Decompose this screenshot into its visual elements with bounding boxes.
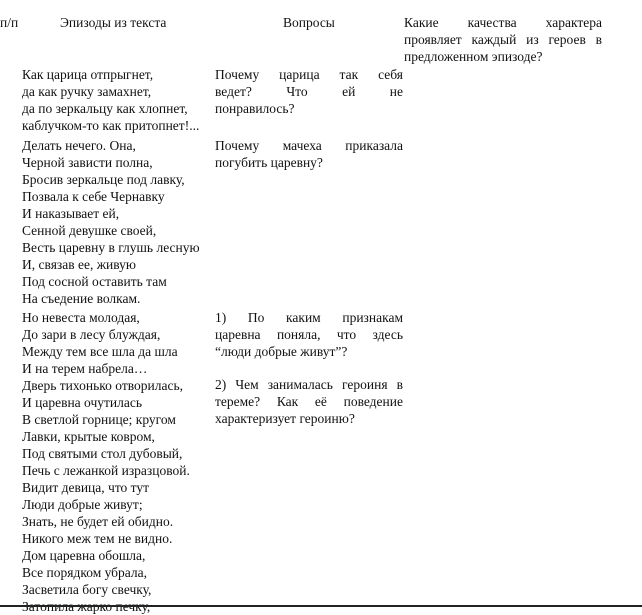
verse-line: Знать, не будет ей обидно. — [22, 514, 174, 529]
episode-2 — [22, 137, 200, 307]
verse-line: Никого меж тем не видно. — [22, 531, 173, 546]
question-2 — [215, 137, 403, 171]
header-qualities — [404, 14, 602, 65]
verse-line: Все порядком убрала, — [22, 565, 148, 580]
verse-line: Позвала к себе Чернавку — [22, 189, 165, 204]
verse-line: Видит девица, что тут — [22, 480, 150, 495]
episode-3 — [22, 309, 190, 615]
header-number: п/п — [0, 15, 19, 30]
question-line: “люди добрые живут”? — [215, 344, 348, 359]
verse-line: На съедение волкам. — [22, 291, 141, 306]
verse-line: Между тем все шла да шла — [22, 344, 178, 359]
verse-line: И наказывает ей, — [22, 206, 120, 221]
verse-line: Дом царевна обошла, — [22, 548, 146, 563]
verse-line: Люди добрые живут; — [22, 497, 143, 512]
verse-line: До зари в лесу блуждая, — [22, 327, 161, 342]
verse-line: И, связав ее, живую — [22, 257, 137, 272]
header-episodes: Эпизоды из текста — [60, 15, 167, 30]
verse-line: каблучком-то как притопнет!... — [22, 118, 200, 133]
question-line: Почему царица так себя — [215, 67, 403, 82]
question-line: 1) По каким признакам — [215, 310, 403, 325]
question-line: погубить царевну? — [215, 155, 323, 170]
verse-line: Как царица отпрыгнет, — [22, 67, 154, 82]
verse-line: И царевна очутилась — [22, 395, 142, 410]
verse-line: В светлой горнице; кругом — [22, 412, 176, 427]
verse-line: Весть царевну в глушь лесную — [22, 240, 200, 255]
verse-line: Под святыми стол дубовый, — [22, 446, 183, 461]
question-line: царевна поняла, что здесь — [215, 327, 403, 342]
verse-line: Бросив зеркальце под лавку, — [22, 172, 185, 187]
question-line: ведет? Что ей не — [215, 84, 403, 99]
question-3-part-2 — [215, 376, 403, 427]
question-line: тереме? Как её поведение — [215, 394, 403, 409]
verse-line: Сенной девушке своей, — [22, 223, 157, 238]
verse-line: да как ручку замахнет, — [22, 84, 152, 99]
question-line: 2) Чем занималась героиня в — [215, 377, 403, 392]
verse-line: Делать нечего. Она, — [22, 138, 136, 153]
verse-line: Но невеста молодая, — [22, 310, 140, 325]
question-line: характеризует героиню? — [215, 411, 355, 426]
header-qualities-line: предложенном эпизоде? — [404, 49, 543, 64]
verse-line: Дверь тихонько отворилась, — [22, 378, 183, 393]
question-line: Почему мачеха приказала — [215, 138, 403, 153]
verse-line: Лавки, крытые ковром, — [22, 429, 155, 444]
verse-line: Засветила богу свечку, — [22, 582, 152, 597]
question-3-part-1 — [215, 309, 403, 360]
question-1 — [215, 66, 403, 117]
header-qualities-line: проявляет каждый из героев в — [404, 32, 602, 47]
verse-line: Печь с лежанкой изразцовой. — [22, 463, 190, 478]
verse-line: И на терем набрела… — [22, 361, 148, 376]
header-questions: Вопросы — [283, 15, 335, 30]
verse-line: Черной зависти полна, — [22, 155, 153, 170]
verse-line: Под сосной оставить там — [22, 274, 167, 289]
header-qualities-line: Какие качества характера — [404, 15, 602, 30]
episode-1 — [22, 66, 199, 134]
verse-line: да по зеркальцу как хлопнет, — [22, 101, 188, 116]
table-bottom-border — [0, 605, 642, 607]
question-line: понравилось? — [215, 101, 295, 116]
